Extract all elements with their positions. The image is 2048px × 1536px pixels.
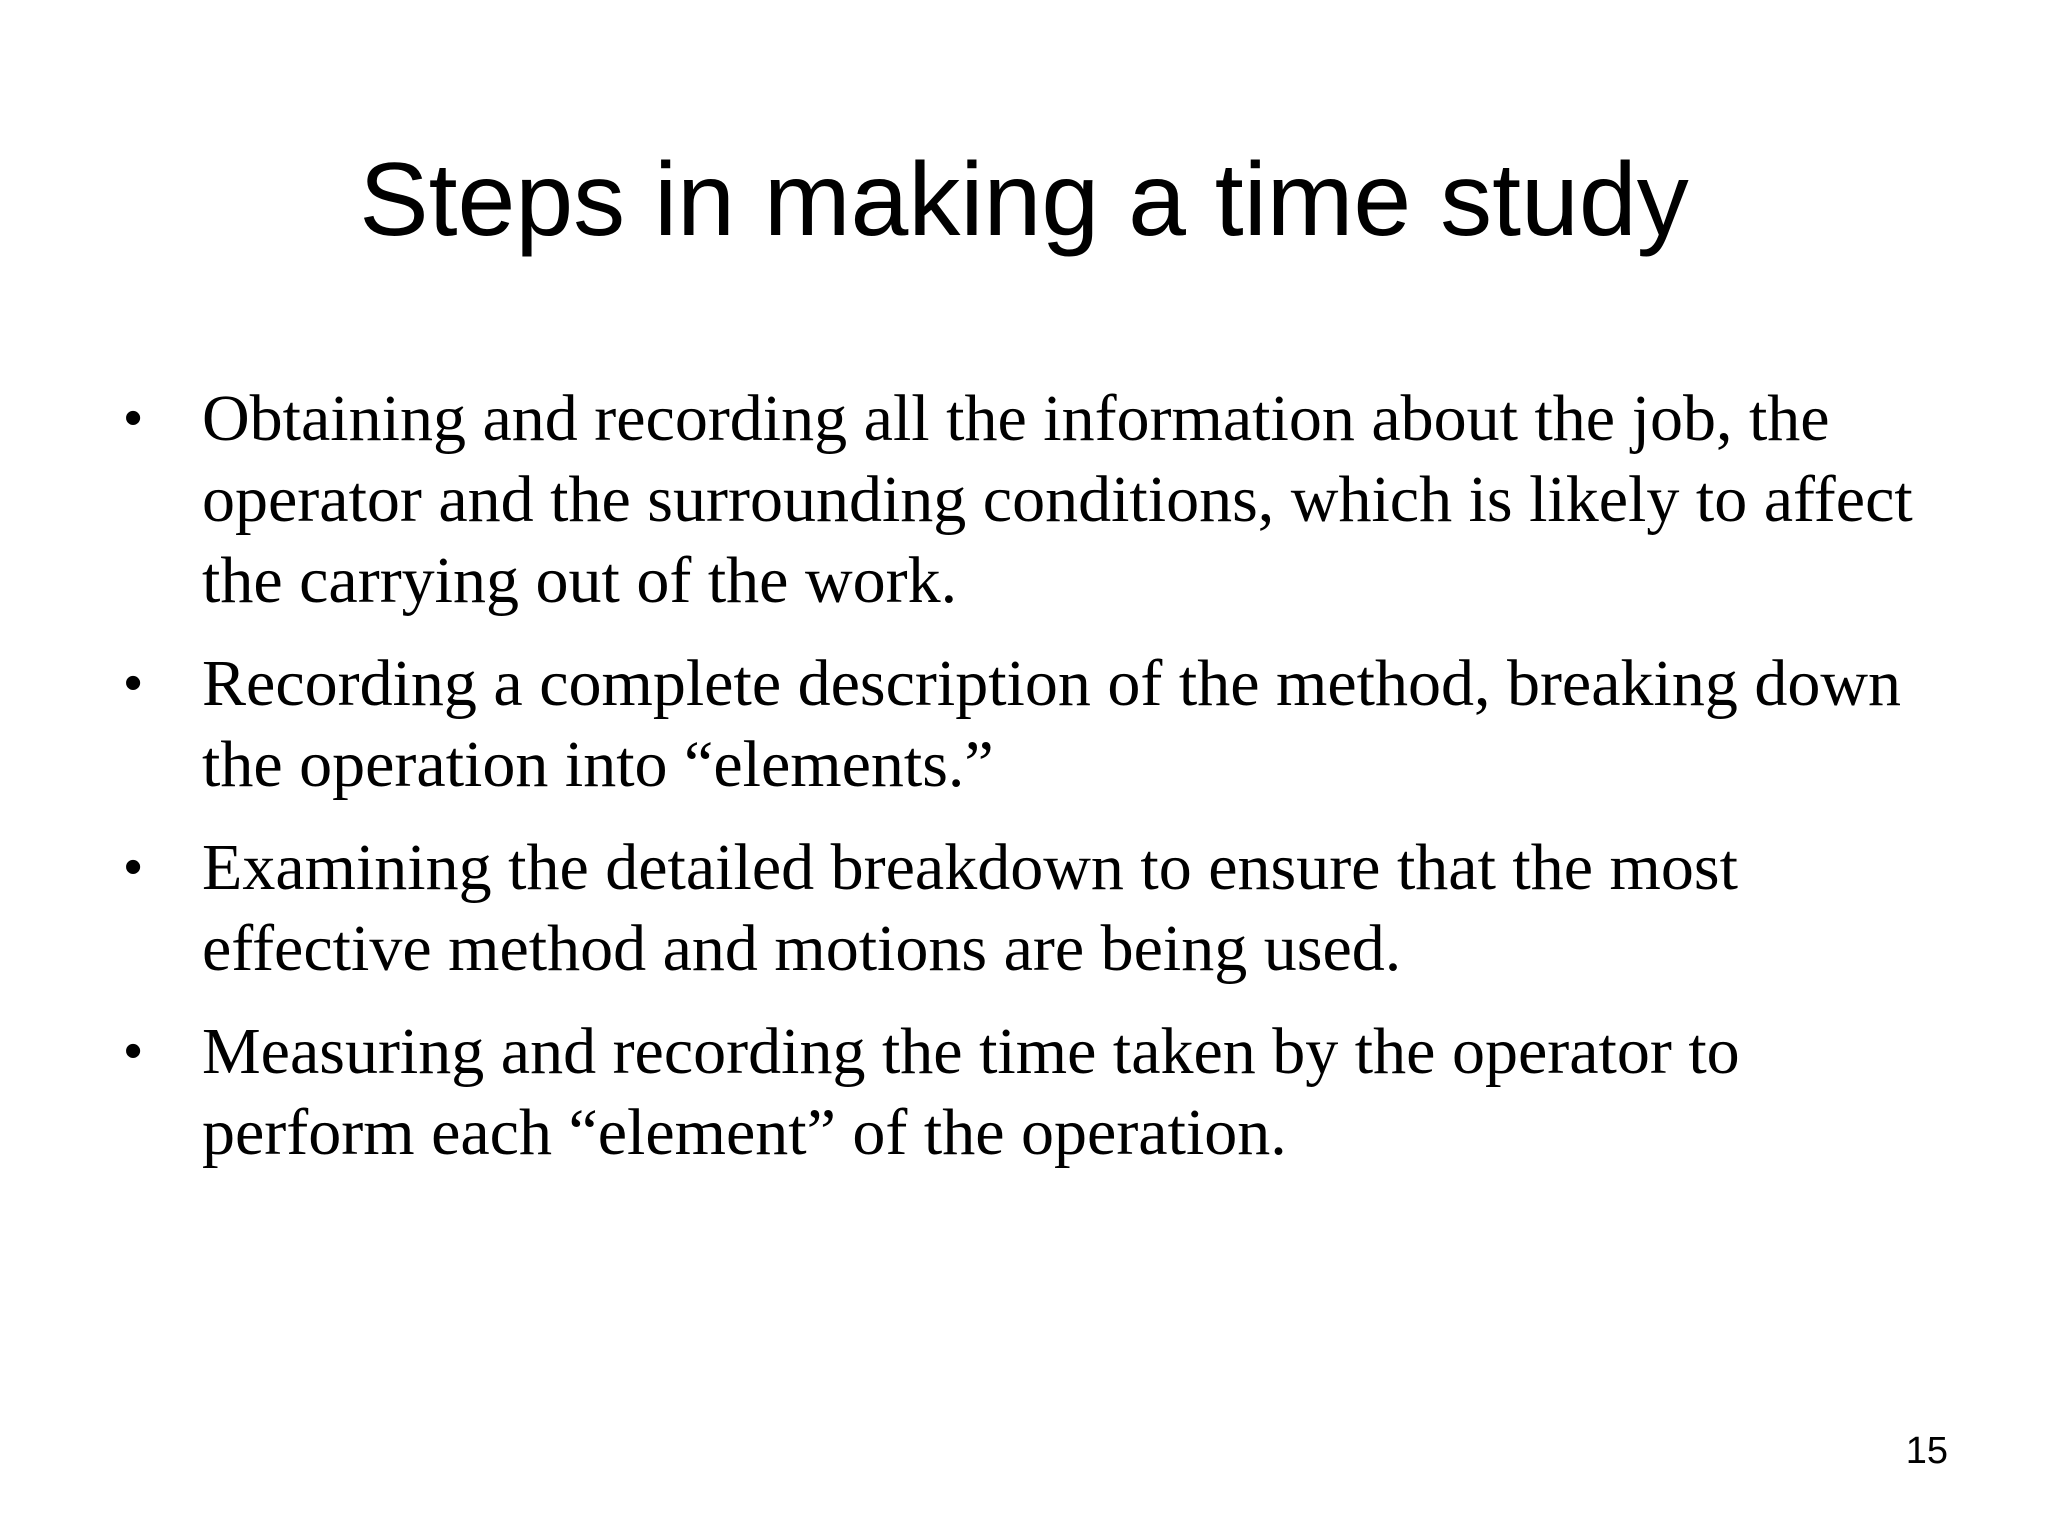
bullet-list (120, 378, 1920, 1195)
bullet-item (120, 827, 1920, 989)
bullet-icon: • (124, 838, 143, 896)
page-number: 15 (1905, 1430, 1948, 1472)
bullet-text: Examining the detailed breakdown to ensure that the most effective method and motions are being used. (202, 831, 1738, 985)
bullet-icon: • (124, 389, 143, 447)
bullet-item (120, 643, 1920, 805)
bullet-text: Obtaining and recording all the information about the job, the operator and the surrounding conditions, which is likely to affect the carrying out of the work. (202, 382, 1913, 617)
bullet-item (120, 1011, 1920, 1173)
slide-title: Steps in making a time study (359, 142, 1689, 258)
bullet-text: Measuring and recording the time taken by the operator to perform each “element” of the operation. (202, 1015, 1740, 1169)
bullet-text: Recording a complete description of the method, breaking down the operation into “elements.” (202, 647, 1902, 801)
bullet-icon: • (124, 1022, 143, 1080)
bullet-item (120, 378, 1920, 621)
bullet-icon: • (124, 654, 143, 712)
